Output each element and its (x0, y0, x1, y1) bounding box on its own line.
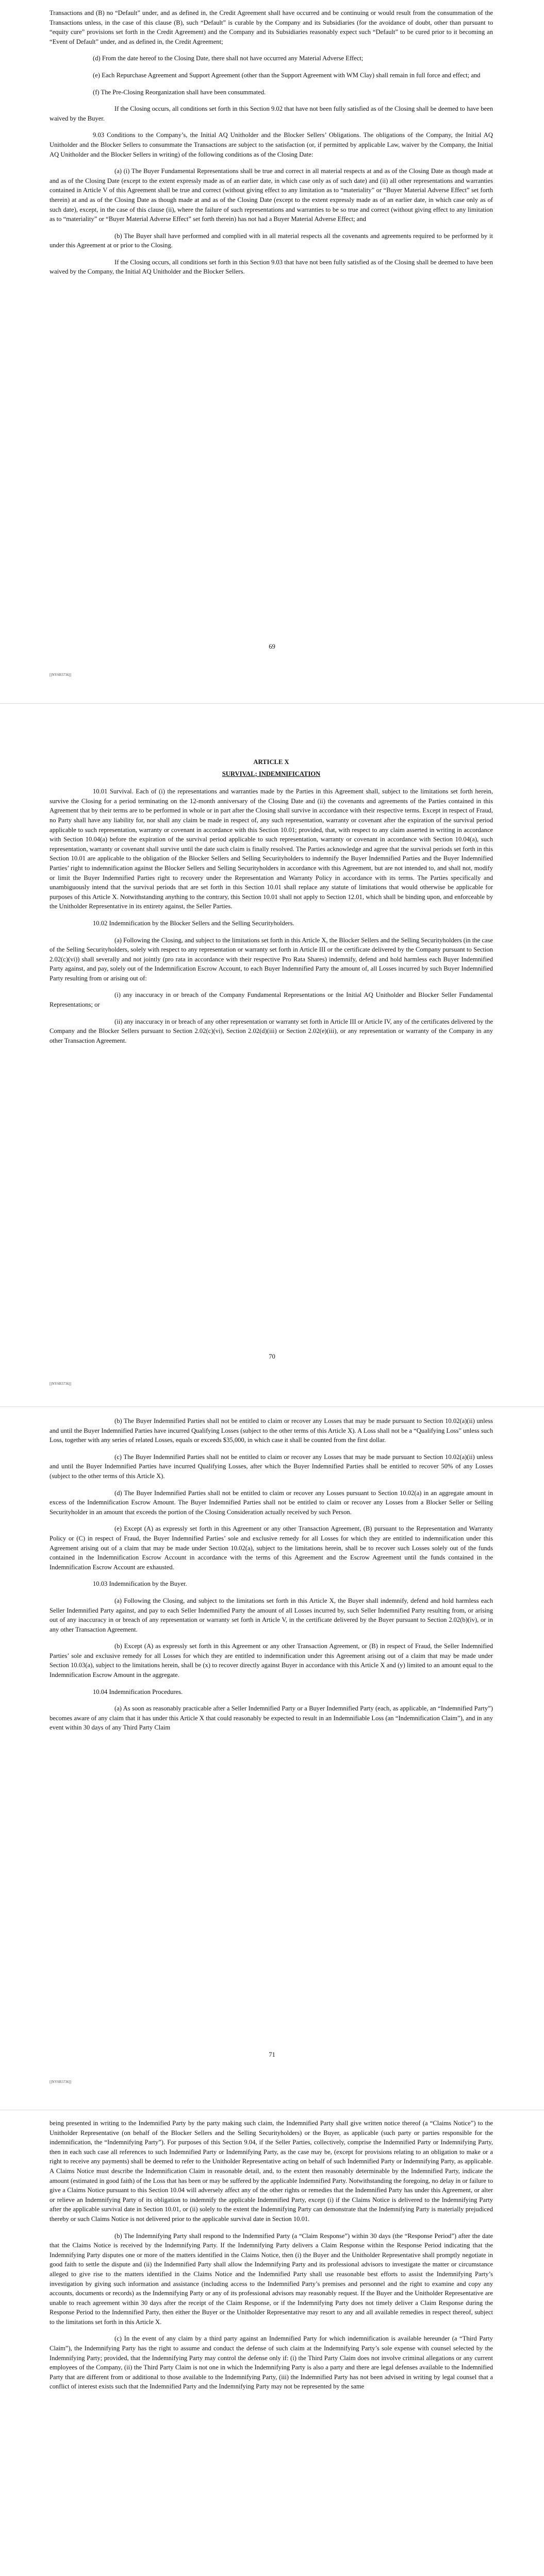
paragraph: Transactions and (B) no “Default” under, and as defined in, the Credit Agreement shall have occurred and be continuing or would result from the consummation of the Transactions unless, in the case of this clause (B), such “Default” is curable by the Company and its Subsidiaries (for the avoidance of doubt, other than pursuant to “equity cure” provisions set forth in the Credit Agreement) and the Company and its Subsidiaries reasonably expect such “Default” to be cured prior to it becoming an “Event of Default” under, and as defined in, the Credit Agreement; (50, 9, 493, 45)
page-70 (0, 704, 544, 1406)
paragraph: (e) Each Repurchase Agreement and Support Agreement (other than the Support Agreement with WM Clay) shall remain in full force and effect; and (93, 71, 481, 79)
page-70-body (50, 757, 493, 1053)
paragraph: being presented in writing to the Indemnified Party by the party making such claim, the Indemnified Party shall give written notice thereof (a “Claims Notice”) to the Unitholder Representative (on behalf of the Blocker Sellers and the Selling Securityholders) or the Buyer, as applicable (such party or parties responsible for the indemnification, the “Indemnifying Party”). For purposes of this Section 9.04, if the Seller Parties, collectively, comprise the Indemnified Party or Indemnifying Party, then in each such case all references to such Indemnified Party or Indemnifying Party, as the case may be, (except for provisions relating to an obligation to make or a right to receive any payments) shall be deemed to refer to the Unitholder Representative acting on behalf of such Indemnified Party or Indemnifying Party, as applicable. A Claims Notice must describe the Indemnification Claim in reasonable detail, and, to the extent then reasonably determinable by the Indemnified Party, indicate the amount (estimated in good faith) of the Loss that has been or may be suffered by the applicable Indemnified Party. Notwithstanding the foregoing, no delay in or failure to give a Claims Notice pursuant to this Section 10.04 will adversely affect any of the other rights or remedies that the Indemnified Party has under this Agreement, or alter or relieve an Indemnifying Party of its obligation to indemnify the applicable Indemnified Party, except (i) if the Claims Notice is delivered to the Indemnifying Party after the applicable survival date in Section 10.01, or (ii) solely to the extent the Indemnifying Party can demonstrate that the Indemnifying Party is materially prejudiced thereby or such Claims Notice is not delivered prior to the applicable survival date in Section 10.01. (50, 2120, 493, 2223)
page-number: 69 (269, 643, 275, 650)
page-72-body (50, 2119, 493, 2399)
page-71-body (50, 1416, 493, 1740)
doc-footer-code: [[NYSR5736]] (50, 673, 71, 677)
paragraph: (e) Except (A) as expressly set forth in this Agreement or any other Transaction Agreement, (B) pursuant to the Representation and Warranty Policy or (C) in respect of Fraud, the Buyer Indemnified Parties’ sole and exclusive remedy for all Losses for which they are entitled to indemnification under this Agreement arising out of a claim that may be made under Section 10.02(a), subject to the limitations herein, shall be to recover such Losses solely out of the funds contained in the Indemnification Escrow Account in accordance with the terms of this Agreement and the Escrow Agreement until the funds contained in the Indemnification Escrow Account are exhausted. (50, 1525, 493, 1571)
paragraph: (d) The Buyer Indemnified Parties shall not be entitled to claim or recover any Losses pursuant to Section 10.02(a) in an aggregate amount in excess of the Indemnification Escrow Amount. The Buyer Indemnified Parties shall not be entitled to claim or recover any Losses from a Blocker Seller or Selling Securityholder in an amount that exceeds the portion of the Closing Consideration actually received by such Person. (50, 1489, 493, 1516)
page-69-body (50, 8, 493, 284)
paragraph: (b) The Indemnifying Party shall respond to the Indemnified Party (a “Claim Response”) within 30 days (the “Response Period”) after the date that the Claims Notice is received by the Indemnifying Party. If the Indemnifying Party delivers a Claim Response within the Response Period indicating that the Indemnifying Party disputes one or more of the matters identified in the Claims Notice, then (i) the Buyer and the Unitholder Representative shall promptly negotiate in good faith to settle the dispute and (ii) the Indemnified Party shall allow the Indemnifying Party and its professional advisors to investigate the matter or circumstance alleged to give rise to the matters identified in the Claims Notice and the Indemnified Party shall use reasonable best efforts to assist the Indemnifying Party’s investigation by giving such information and assistance (including access to the Indemnified Party’s premises and personnel and the right to examine and copy any accounts, documents or records) as the Indemnifying Party or any of its professional advisors may reasonably request. If the Buyer and the Unitholder Representative are unable to reach agreement within 30 days after the receipt of the Claim Response, or if the Indemnifying Party does not timely deliver a Claim Response during the Response Period to the Indemnified Party, then either the Buyer or the Unitholder Representative may resort to any and all available remedies in respect thereof, subject to the limitations set forth in this Article X. (50, 2232, 493, 2326)
paragraph: (c) In the event of any claim by a third party against an Indemnified Party for which indemnification is available hereunder (a “Third Party Claim”), the Indemnifying Party has the right to assume and conduct the defense of such claim at the Indemnifying Party’s sole expense with counsel selected by the Indemnifying Party; provided, that the Indemnifying Party may control the defense only if: (i) the Third Party Claim does not involve criminal allegations or any current employees of the Company, (ii) the Third Party Claim is not one in which the Indemnifying Party is also a party and there are legal defenses available to the Indemnified Party that are different from or additional to those available to the Indemnifying Party, (iii) the Indemnified Party has not been advised in writing by legal counsel that a conflict of interest exists such that the Indemnified Party and the Indemnifying Party may not be represented by the same (50, 2335, 493, 2391)
page-72 (0, 2110, 544, 2576)
page-number: 70 (269, 1353, 275, 1360)
page-number: 71 (269, 2051, 275, 2058)
paragraph: If the Closing occurs, all conditions set forth in this Section 9.02 that have not been fully satisfied as of the Closing shall be deemed to have been waived by the Buyer. (50, 105, 493, 122)
paragraph: (ii) any inaccuracy in or breach of any other representation or warranty set forth in Article III or Article IV, any of the certificates delivered by the Company and the Blocker Sellers pursuant to Section 2.02(c)(vi), Section 2.02(d)(iii) or Section 2.02(e)(iii), or any representation or warranty of the Company in any other Transaction Agreement. (50, 1018, 493, 1044)
article-heading: ARTICLE X (253, 758, 289, 766)
section-10-02-heading: 10.02 Indemnification by the Blocker Sellers and the Selling Securityholders. (93, 919, 294, 927)
paragraph: (a) Following the Closing, and subject to the limitations set forth in this Article X, the Buyer shall indemnify, defend and hold harmless each Seller Indemnified Party against, and pay to each Seller Indemnified Party the amount of all Losses incurred by, such Seller Indemnified Party resulting from, or arising out of any inaccuracy in or breach of any representation or warranty set forth in Article V, in the certificate delivered by the Buyer pursuant to Section 2.02(b)(iv), or in any other Transaction Agreement. (50, 1597, 493, 1633)
paragraph: If the Closing occurs, all conditions set forth in this Section 9.03 that have not been fully satisfied as of the Closing shall be deemed to have been waived by the Company, the Initial AQ Unitholder and the Blocker Sellers. (50, 258, 493, 276)
section-10-01: 10.01 Survival. Each of (i) the representations and warranties made by the Parties in this Agreement shall, subject to the limitations set forth herein, survive the Closing for a period terminating on the 12-month anniversary of the Closing Date and (ii) the covenants and agreements of the Parties contained in this Agreement that by their terms are to be performed in whole or in part after the Closing shall survive in accordance with their respective terms. Except in respect of Fraud, no Party shall have any liability for, nor shall any claim be made in respect of, any such representation, warranty or covenant after the expiration of the survival period applicable to such representation, warranty or covenant in accordance with this Section 10.01; provided, that, with respect to any claim asserted in writing in accordance with Section 10.04(a) before the expiration of the survival period applicable to such representation, warranty or covenant in accordance with Section 10.04(a), such representation, warranty or covenant shall survive until the date such claim is finally resolved. The Parties acknowledge and agree that the survival periods set forth in this Section 10.01 are applicable to the obligation of the Blocker Sellers and Selling Securityholders to indemnify the Buyer Indemnified Parties and the Buyer Indemnified Parties’ right to indemnification against the Blocker Sellers and Selling Securityholders in accordance with this Agreement, but are not intended to, and shall not, modify or limit the Buyer Indemnified Parties right to recovery under the Representation and Warranty Policy in accordance with its terms. The Parties specifically and unambiguously intend that the survival periods that are set forth in this Section 10.01 shall replace any statute of limitations that would otherwise be applicable for purposes of this Article X. Notwithstanding anything to the contrary, this Section 10.01 shall not apply to Section 12.01, which shall be binding upon, and enforceable by the Unitholder Representative in its entirety against, the Seller Parties. (50, 788, 493, 910)
paragraph: (f) The Pre-Closing Reorganization shall have been consummated. (93, 88, 266, 96)
section-10-04-heading: 10.04 Indemnification Procedures. (93, 1688, 183, 1696)
paragraph: (i) any inaccuracy in or breach of the Company Fundamental Representations or the Initial AQ Unitholder and Blocker Seller Fundamental Representations; or (50, 991, 493, 1009)
paragraph: (b) The Buyer shall have performed and complied with in all material respects all the covenants and agreements required to be performed by it under this Agreement at or prior to the Closing. (50, 232, 493, 249)
page-71 (0, 1407, 544, 2110)
paragraph: (b) Except (A) as expressly set forth in this Agreement or any other Transaction Agreement, or (B) in respect of Fraud, the Seller Indemnified Parties’ sole and exclusive remedy for all Losses for which they are entitled to indemnification under this Agreement arising out of a claim that may be made under Section 10.03(a), subject to the limitations herein, shall be (x) to recover directly against Buyer in accordance with this Article X and (y) limited to an amount equal to the Indemnification Escrow Amount in the aggregate. (50, 1642, 493, 1679)
doc-footer-code: [[NYSR5736]] (50, 2080, 71, 2084)
page-69 (0, 0, 544, 703)
paragraph: (a) (i) The Buyer Fundamental Representations shall be true and correct in all material respects at and as of the Closing Date as though made at and as of the Closing Date (except to the extent expressly made as of an earlier date, in which case only as of such date) and (ii) all other representations and warranties contained in Article V of this Agreement shall be true and correct (without giving effect to any limitation as to “materiality” or “Buyer Material Adverse Effect” set forth therein) at and as of the Closing Date as though made at and as of the Closing Date (except to the extent expressly made as of an earlier date, in which case only as of such date), except, in the case of this clause (ii), where the failure of such representations and warranties to be so true and correct (without giving effect to any limitation as to “materiality” or “Buyer Material Adverse Effect” set forth therein) has not had a Buyer Material Adverse Effect; and (50, 167, 493, 223)
section-9-03: 9.03 Conditions to the Company’s, the Initial AQ Unitholder and the Blocker Sellers’ Obligations. The obligations of the Company, the Initial AQ Unitholder and the Blocker Sellers to consummate the Transactions are subject to the satisfaction (or, if permitted by applicable Law, waiver by the Company, the Initial AQ Unitholder and the Blocker Sellers in writing) of the following conditions as of the Closing Date: (50, 131, 493, 158)
article-title: SURVIVAL; INDEMNIFICATION (222, 770, 321, 777)
paragraph: (c) The Buyer Indemnified Parties shall not be entitled to claim or recover any Losses that may be made pursuant to Section 10.02(a)(ii) unless and until the Buyer Indemnified Parties have incurred Qualifying Losses, after which the Buyer Indemnified Parties shall be entitled to recover 50% of any Losses (subject to the other terms of this Article X). (50, 1453, 493, 1480)
paragraph: (a) Following the Closing, and subject to the limitations set forth in this Article X, the Blocker Sellers and the Selling Securityholders (in the case of the Selling Securityholders, solely with respect to any representation or warranty set forth in Article III or the certificate delivered by the Company pursuant to Section 2.02(c)(vi)) shall severally and not jointly (pro rata in accordance with their respective Pro Rata Shares) indemnify, defend and hold harmless each Buyer Indemnified Party against, and pay, solely out of the Indemnification Escrow Account, to each Buyer Indemnified Party the amount of, all Losses incurred by such Buyer Indemnified Party resulting from or arising out of: (50, 936, 493, 982)
paragraph: (b) The Buyer Indemnified Parties shall not be entitled to claim or recover any Losses that may be made pursuant to Section 10.02(a)(ii) unless and until the Buyer Indemnified Parties have incurred Qualifying Losses (subject to the other terms of this Article X). A Loss shall not be a “Qualifying Loss” unless such Loss, together with any series of related Losses, equals or exceeds $35,000, in which case it shall be counted from the first dollar. (50, 1417, 493, 1444)
section-10-03-heading: 10.03 Indemnification by the Buyer. (93, 1580, 187, 1588)
paragraph: (a) As soon as reasonably practicable after a Seller Indemnified Party or a Buyer Indemnified Party (each, as applicable, an “Indemnified Party”) becomes aware of any claim that it has under this Article X that could reasonably be expected to result in an Indemnifiable Loss (an “Indemnification Claim”), and in any event within 30 days of any Third Party Claim (50, 1705, 493, 1732)
paragraph: (d) From the date hereof to the Closing Date, there shall not have occurred any Material Adverse Effect; (93, 55, 364, 62)
doc-footer-code: [[NYSR5736]] (50, 1382, 71, 1386)
